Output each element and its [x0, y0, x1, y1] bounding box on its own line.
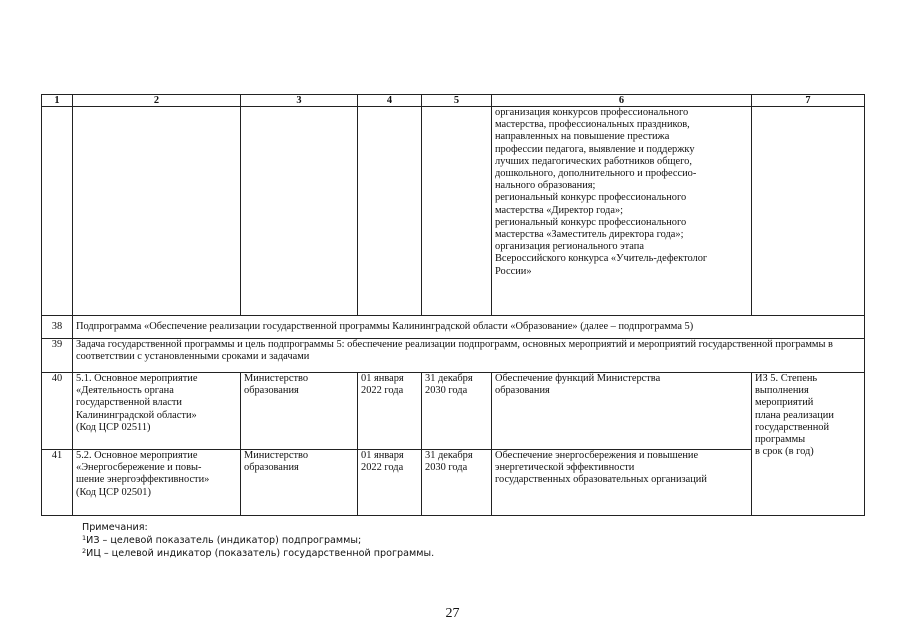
text-line: энергетической эффективности	[495, 462, 635, 474]
activity-description-cell	[492, 450, 752, 516]
text-line: региональный конкурс профессионального	[495, 216, 687, 228]
text-line: образования	[244, 462, 299, 474]
text-line: организация конкурсов профессионального	[495, 107, 689, 118]
text-line: 2022 года	[361, 462, 404, 474]
text-line: 31 декабря	[425, 450, 473, 461]
empty-cell	[752, 107, 865, 316]
column-number-row	[42, 95, 865, 107]
table-row-41	[42, 450, 865, 516]
text-line: выполнения	[755, 385, 809, 397]
text-line: организация регионального этапа	[495, 241, 644, 253]
text-line: мастерства «Директор года»;	[495, 204, 624, 216]
text-line: дошкольного, дополнительного и профессио-	[495, 168, 697, 180]
column-number: 3	[241, 95, 358, 107]
text-line: «Энергосбережение и повы-	[76, 462, 202, 474]
text-line: России»	[495, 265, 532, 277]
activity-description-cell	[492, 373, 752, 450]
indicator-cell	[752, 373, 865, 516]
text-line: государственной	[755, 421, 830, 433]
text-line: Министерство	[244, 450, 309, 461]
table-row-39	[42, 339, 865, 373]
row-number: 38	[42, 316, 73, 339]
column-number: 6	[492, 95, 752, 107]
footnote-text: ИЦ – целевой индикатор (показатель) государственной программы.	[86, 548, 435, 560]
row-number: 41	[42, 450, 73, 516]
text-line: образования	[244, 385, 299, 397]
end-date-cell	[422, 373, 492, 450]
text-line: (Код ЦСР 02511)	[76, 421, 151, 433]
measure-name-cell	[73, 450, 241, 516]
text-line: программы	[755, 434, 806, 446]
column-number: 4	[358, 95, 422, 107]
text-line: мероприятий	[755, 397, 814, 409]
column-number: 7	[752, 95, 865, 107]
text-line: 2022 года	[361, 385, 404, 397]
footnote-marker: 1	[82, 534, 87, 543]
end-date-cell	[422, 450, 492, 516]
text-line: Министерство	[244, 373, 309, 384]
empty-cell	[358, 107, 422, 316]
column-number: 5	[422, 95, 492, 107]
subprogram-title: Подпрограмма «Обеспечение реализации государственной программы Калининградской области «Образование» (далее – подпрограмма 5)	[73, 316, 865, 339]
footnote-1	[82, 533, 434, 546]
text-line: 2030 года	[425, 462, 468, 474]
page-number: 27	[445, 606, 460, 621]
text-line: 01 января	[361, 373, 404, 384]
text-line: Всероссийского конкурса «Учитель-дефектолог	[495, 253, 708, 265]
text-line: плана реализации	[755, 409, 834, 421]
text-line: государственной власти	[76, 397, 182, 409]
text-line: 01 января	[361, 450, 404, 461]
text-line: Обеспечение энергосбережения и повышение	[495, 450, 699, 461]
text-line: направленных на повышение престижа	[495, 131, 670, 143]
text-line: 31 декабря	[425, 373, 473, 384]
text-line: нального образования;	[495, 180, 596, 192]
start-date-cell	[358, 373, 422, 450]
text-line: Обеспечение функций Министерства	[495, 373, 661, 384]
text-line: «Деятельность органа	[76, 385, 174, 397]
text-line: государственных образовательных организаций	[495, 474, 707, 486]
text-line: региональный конкурс профессионального	[495, 192, 687, 204]
empty-cell	[422, 107, 492, 316]
text-line: мастерства «Заместитель директора года»;	[495, 229, 684, 241]
executor-cell	[241, 373, 358, 450]
text-line: в срок (в год)	[755, 446, 814, 458]
empty-cell	[241, 107, 358, 316]
notes-title: Примечания:	[82, 522, 148, 533]
column-number: 2	[73, 95, 241, 107]
continuation-row	[42, 107, 865, 316]
measure-name-cell	[73, 373, 241, 450]
footnotes	[82, 522, 434, 560]
empty-cell	[42, 107, 73, 316]
program-table	[41, 94, 865, 516]
text-line: мастерства, профессиональных праздников,	[495, 119, 690, 131]
table-row-40	[42, 373, 865, 450]
text-line: ИЗ 5. Степень	[755, 373, 818, 384]
column-number: 1	[42, 95, 73, 107]
table-row-38	[42, 316, 865, 339]
footnote-text: ИЗ – целевой показатель (индикатор) подпрограммы;	[86, 535, 362, 547]
task-description: Задача государственной программы и цель подпрограммы 5: обеспечение реализации подпрограмм, основных мероприятий и мероприятий государственной программы в соответствии с установленными сроками и задачами	[73, 339, 865, 373]
executor-cell	[241, 450, 358, 516]
text-line: 5.1. Основное мероприятие	[76, 373, 198, 384]
text-line: (Код ЦСР 02501)	[76, 486, 151, 498]
row-number: 40	[42, 373, 73, 450]
text-line: 5.2. Основное мероприятие	[76, 450, 198, 461]
text-line: лучших педагогических работников общего,	[495, 155, 692, 167]
text-line: профессии педагога, выявление и поддержку	[495, 143, 695, 155]
start-date-cell	[358, 450, 422, 516]
text-line: образования	[495, 385, 550, 397]
text-line: шение энергоэффективности»	[76, 474, 210, 486]
activity-description-cell	[492, 107, 752, 316]
footnote-marker: 2	[82, 547, 87, 556]
empty-cell	[73, 107, 241, 316]
text-line: Калининградской области»	[76, 409, 197, 421]
footnote-2	[82, 546, 434, 559]
row-number: 39	[42, 339, 73, 373]
text-line: 2030 года	[425, 385, 468, 397]
